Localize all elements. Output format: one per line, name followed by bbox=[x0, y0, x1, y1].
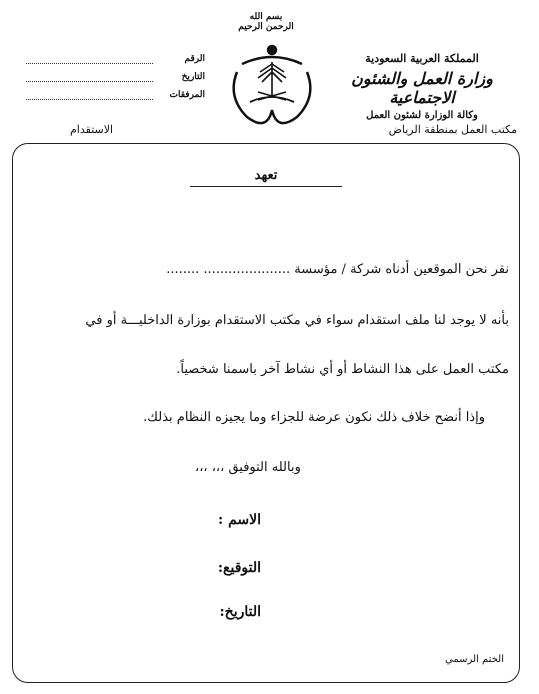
reference-fields bbox=[20, 54, 205, 108]
dotted-line bbox=[26, 55, 153, 64]
body-line-4: وإذا أنضح خلاف ذلك نكون عرضة للجزاء وما يجيزه النظام بذلك. bbox=[143, 410, 485, 425]
department-name: الاستقدام bbox=[70, 123, 114, 136]
name-field-label: الاسم : bbox=[218, 512, 261, 528]
date-field bbox=[20, 72, 205, 82]
kingdom-name: المملكة العربية السعودية bbox=[365, 52, 479, 65]
field-label: المرفقات bbox=[169, 90, 205, 100]
field-label: التاريخ bbox=[181, 72, 205, 82]
form-title: تعهد bbox=[254, 168, 278, 183]
office-name: مكتب العمل بمنطقة الرياض bbox=[388, 123, 517, 136]
field-label: الرقم bbox=[184, 54, 205, 64]
body-line-2: بأنه لا يوجد لنا ملف استقدام سواء في مكتب الاستقدام بوزارة الداخليـــة أو في bbox=[85, 313, 509, 328]
reference-number-field bbox=[20, 54, 205, 64]
official-stamp-label: الختم الرسمي bbox=[445, 654, 504, 665]
ministry-name: وزارة العمل والشئون الاجتماعية bbox=[351, 69, 493, 107]
dotted-line bbox=[26, 73, 153, 82]
body-line-1: نقر نحن الموقعين أدناه شركة / مؤسسة ..................... ........ bbox=[166, 262, 509, 277]
ministry-emblem-icon bbox=[222, 42, 322, 132]
signature-field-label: التوقيع: bbox=[217, 560, 261, 576]
attachments-field bbox=[20, 90, 205, 100]
basmala: بسم الله الرحمن الرحيم bbox=[238, 12, 294, 32]
closing-line: وبالله التوفيق ،،، ،،، bbox=[195, 460, 301, 475]
title-underline bbox=[190, 186, 342, 187]
date-field-label: التاريخ: bbox=[219, 604, 261, 620]
body-line-3: مكتب العمل على هذا النشاط أو أي نشاط آخر باسمنا شخصياً. bbox=[176, 362, 509, 377]
dotted-line bbox=[26, 91, 153, 100]
ministry-header bbox=[327, 52, 517, 121]
agency-name: وكالة الوزارة لشئون العمل bbox=[366, 110, 478, 121]
